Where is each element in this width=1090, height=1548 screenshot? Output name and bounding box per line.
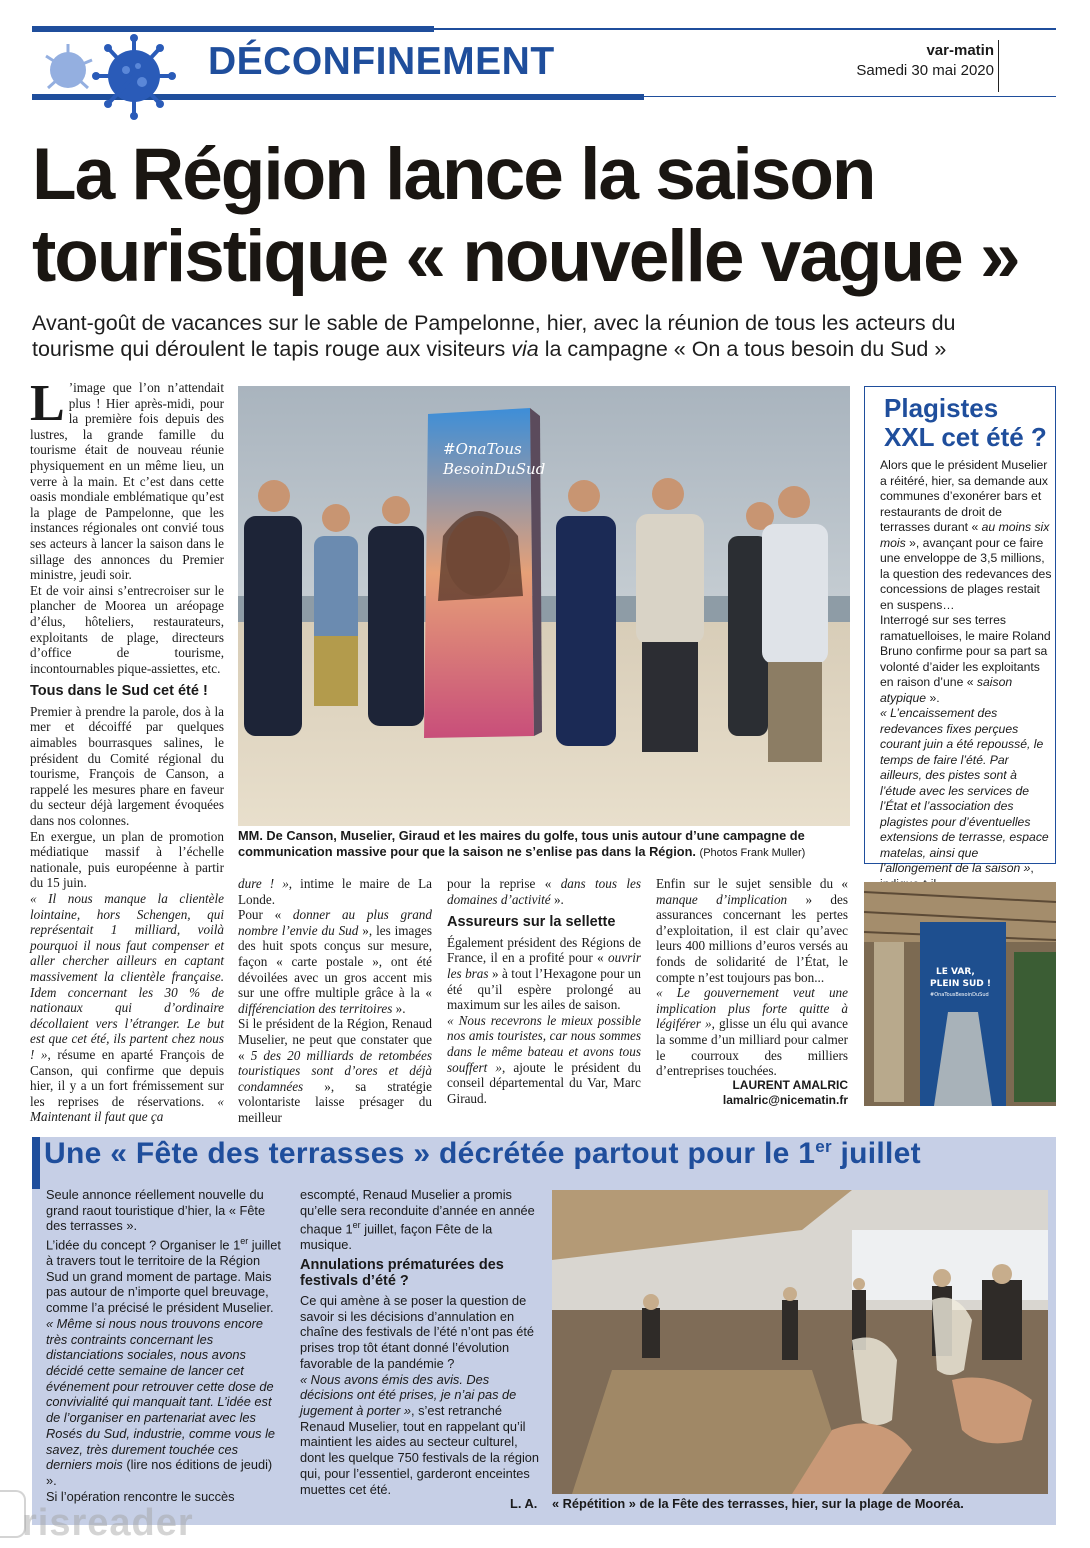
standfirst-line-2 [32,336,1062,362]
photo-credit: (Photos Frank Muller) [699,847,806,859]
reader-watermark: risreader [22,1502,194,1544]
quote: donner au plus grand nombre l’envie du Sud [238,907,432,938]
quote: « Maintenant il faut que ça [30,1093,224,1125]
article-column-1 [30,375,224,1125]
standfirst-italic: via [511,337,539,361]
text: pour la reprise « [447,876,561,891]
quote: manque d’implication [656,891,788,907]
author-email[interactable]: lamalric@nicematin.fr [722,1093,848,1107]
quote: « Nous recevrons le mieux possible nos amis touristes, car nous sommes dans le même bateau et avons tous souffert » [447,1012,641,1075]
paragraph [46,1316,286,1489]
text: , [1030,861,1034,875]
quote: « Le gouvernement veut une implication plus forte quitte à légiférer » [656,985,848,1032]
quote: dure ! » [238,876,289,891]
paragraph [880,706,1052,892]
sidebar-title-line-1: Plagistes [884,393,999,423]
caption-text: MM. De Canson, Muselier, Giraud et les maires du golfe, tous unis autour d’une campagne de communication massive pour que la saison ne s’enlise pas dans la Région. [238,828,805,859]
text: , s’est retranché Renaud Muselier, tout en rappelant qu’il maintient les aides au secteur culturel, dont les quelque 750 festivals de la région qui, pour l’essentiel, garderont enceintes muettes cet été. [300,1403,540,1497]
text: ». [392,1000,406,1016]
quote: ouvrir les bras [447,950,641,981]
text: Pour « [238,907,293,923]
paragraph [447,876,641,907]
quote: au moins six mois [880,520,1050,550]
quote: 5 des 20 milliards de retombées touristiques sont d’ores et déjà condamnées [238,1047,432,1094]
text: Si le président de la Région, Renaud Muselier, ne peut que constater que « [238,1016,432,1063]
text: Enfin sur le sujet sensible du « [656,876,848,891]
text: ». [550,891,564,907]
paragraph: Premier à prendre la parole, dos à la mer et décoiffé par quelques aimables bourrasques salines, le président du Comité régional du tourisme, François de Canson, a rappelé les mesures phare en faveur du secteur déjà largement évoquées dans nos colonnes. [30,703,224,829]
paragraph: Ce qui amène à se poser la question de savoir si les décisions d’annulation en chaîne des festivals de l’été n’ont pas été prises trop tôt étant donné l’évolution favorable de la pandémie ? [300,1293,535,1371]
paragraph [656,876,848,985]
quote: dans tous les domaines d’activité [447,876,641,907]
text: juillet à travers tout le territoire de la Région Sud un grand moment de partage. Mais pas autour de n’importe quel breuvage, comme l’a précisé le président Muselier. [46,1237,281,1316]
photo-caption [238,828,850,861]
subheading: Tous dans le Sud cet été ! [30,683,208,700]
sidebar-text [880,458,1052,892]
rubric-title: DÉCONFINEMENT [208,40,555,83]
article-column-2 [238,876,432,1126]
sidebar-title-line-2: XXL cet été ? [884,422,1047,452]
drop-cap: L [30,375,65,432]
paragraph [880,458,1052,613]
article-column-4 [656,876,848,1079]
subheading: Assureurs sur la sellette [447,914,616,931]
text: ». [926,690,940,705]
poster-hashtag: #OnaTous [443,440,522,458]
text: , glisse un élu qui avance la somme d’un milliard pour calmer le courroux des milliers d’entreprises touchées. [656,1016,849,1079]
author-initials: L. A. [510,1496,538,1511]
text: , résume en aparté François de Canson, qui confirme que depuis hier, il y a un fort frémissement sur les reprises de réservations. [30,1046,224,1109]
text: L’idée du concept ? Organiser le 1 [46,1237,241,1253]
beach-group-photo [238,386,850,826]
text: , intime le maire de La Londe. [238,876,432,907]
poster2-line-3: #OnaTousBesoinDuSud [930,992,989,998]
superscript: er [240,1236,249,1247]
quote: « Il nous manque la clientèle lointaine, hors Schengen, qui représentait 1 milliard, voilà pourquoi il nous faut compenser et aller chercher ailleurs en captant massivement la clientèle française. Idem concernant les 30 % de nationaux qui d’ordinaire décollaient vers l’étranger. Le but est que cet été, ils partent chez nous ! » [30,891,224,1062]
quote: « Nous avons émis des avis. Des décisions ont été prises, je n’ai pas de jugement à porter » [300,1371,517,1418]
text: », sa stratégie volontariste laisse présager du meilleur [238,1078,432,1125]
paragraph [238,876,432,907]
secondary-column-2 [300,1187,540,1497]
newspaper-name: var-matin [926,42,994,59]
text: Également président des Régions de France, il en a profité pour « [447,934,641,966]
author-name: LAURENT AMALRIC [732,1078,848,1092]
secondary-headline-text: Une « Fête des terrasses » décrétée partout pour le 1 [44,1137,816,1170]
standfirst-text: tourisme qui déroulent le tapis rouge aux visiteurs [32,337,512,361]
text: Alors que le président Muselier a réitéré, hier, sa demande aux communes d’exonérer bars et restaurants de droit de terrasses durant « [880,458,1049,534]
header-divider [998,40,999,92]
text: Interrogé sur ses terres ramatuelloises, le maire Roland Bruno confirme pour sa part sa volonté d’aider les exploitants en raison d’une « [880,613,1051,689]
standfirst-text-end: la campagne « On a tous besoin du Sud » [538,337,947,361]
terrace-photo [552,1190,1048,1494]
sidebar-title [884,394,1047,452]
secondary-headline [44,1137,921,1171]
paragraph [447,935,641,1013]
poster2-line-1: LE VAR, [936,967,975,977]
secondary-headline-sup: er [815,1137,832,1156]
quote: saison atypique [880,675,1013,705]
secondary-headline-end: juillet [831,1137,921,1170]
paragraph [238,907,432,1016]
standfirst [32,310,1062,362]
paragraph: En exergue, un plan de promotion médiatique massif à l’échelle nationale, puis européenne à partir du 15 juin. [30,828,224,891]
paragraph [30,891,224,1125]
quote: « L’encaissement des redevances fixes perçues courant juin a été repoussé, le temps de faire l’été. Par ailleurs, des pistes sont à l’étude avec les services de l’État et l’association des plagistes pour d’éventuelles extensions de terrasse, espace matelas, ainsi que l’allongement de la saison » [880,706,1049,875]
subheading: Annulations prématurées des festivals d’été ? [300,1257,504,1290]
secondary-column-1 [46,1187,286,1504]
paragraph [880,613,1052,706]
paragraph [656,985,848,1079]
paragraph [238,1016,432,1125]
paragraph [447,1013,641,1107]
panel-accent [32,1137,40,1189]
paragraph: ’image que l’on n’attendait plus ! Hier après-midi, pour la première fois depuis des lustres, la grande famille du tourisme était de nouveau réunie physiquement en un même lieu, un verre à la main. Et c’est dans cette oasis mondiale emblématique qu’est la plage de Pampelonne, que les instances régionales ont convié tous ses acteurs à lancer la saison dans le sillage des annonces du Premier ministre, jeudi soir. [30,380,224,583]
paragraph: Seule annonce réellement nouvelle du grand raout touristique d’hier, la « Fête des terrasses ». [46,1187,266,1234]
text: (lire nos éditions de jeudi) ». [46,1457,273,1488]
coronavirus-icon [38,30,178,122]
headline-line-1: La Région lance la saison [32,134,875,215]
paragraph [300,1187,540,1253]
text: », avançant pour ce faire une enveloppe de 3,5 millions, la question des redevances des concessions de plages restait en suspens… [880,535,1052,612]
superscript: er [352,1220,361,1231]
quote: différenciation des territoires [238,1000,393,1016]
paragraph [46,1234,286,1316]
paragraph: Et de voir ainsi s’entrecroiser sur le plancher de Moorea un aréopage d’élus, hôteliers, restaurateurs, exploitants de plage, directeurs d’office de tourisme, incontournables pique-assiettes, etc. [30,582,224,676]
text: » à tout l’Hexagone pour un été qu’il espère prolongé au maximum sur les ailes de saison. [447,965,641,1013]
headline-line-2: touristique « nouvelle vague » [32,216,1019,297]
text: juillet, façon Fête de la musique. [300,1221,493,1253]
poster2-line-2: PLEIN SUD ! [930,979,991,989]
issue-date: Samedi 30 mai 2020 [856,62,994,79]
text: », les images des huit spots conçus sur mesure, façon « carte postale », ont été dévoilées avec un gros accent mis sur une offre multiple grâce à la « [238,922,432,1001]
headline [32,134,1062,298]
text: » des assurances concernant les pertes d’exploitation, il est clair qu’avec leurs 400 millions d’euros versés au fonds de solidarité de l’État, le compte n’est toujours pas bon... [656,891,848,985]
standfirst-line-1: Avant-goût de vacances sur le sable de Pampelonne, hier, avec la réunion de tous les acteurs du [32,311,956,335]
quote: « Même si nous nous trouvons encore très contraints concernant les distanciations sociales, nous avons décidé cette semaine de lancer cet événement pour retrouver cette dose de convivialité qui manquait tant. L’idée est de l’organiser en partenariat avec les Rosés du Sud, industrie, comme vous le savez, très durement touchée ces derniers mois [46,1315,276,1473]
paragraph: Si l’opération rencontre le succès [46,1488,235,1504]
text: escompté, Renaud Muselier a promis qu’elle sera reconduite d’année en année chaque 1 [300,1187,535,1237]
text: , ajoute le président du conseil départemental du Var, Marc Giraud. [447,1059,641,1106]
author-signature [656,1078,848,1108]
article-column-3 [447,876,641,1106]
paragraph [300,1372,540,1498]
poster-hashtag-2: BesoinDuSud [443,460,546,478]
pier-poster-photo [864,882,1056,1106]
terrace-photo-caption: « Répétition » de la Fête des terrasses, hier, sur la plage de Mooréa. [552,1496,964,1511]
